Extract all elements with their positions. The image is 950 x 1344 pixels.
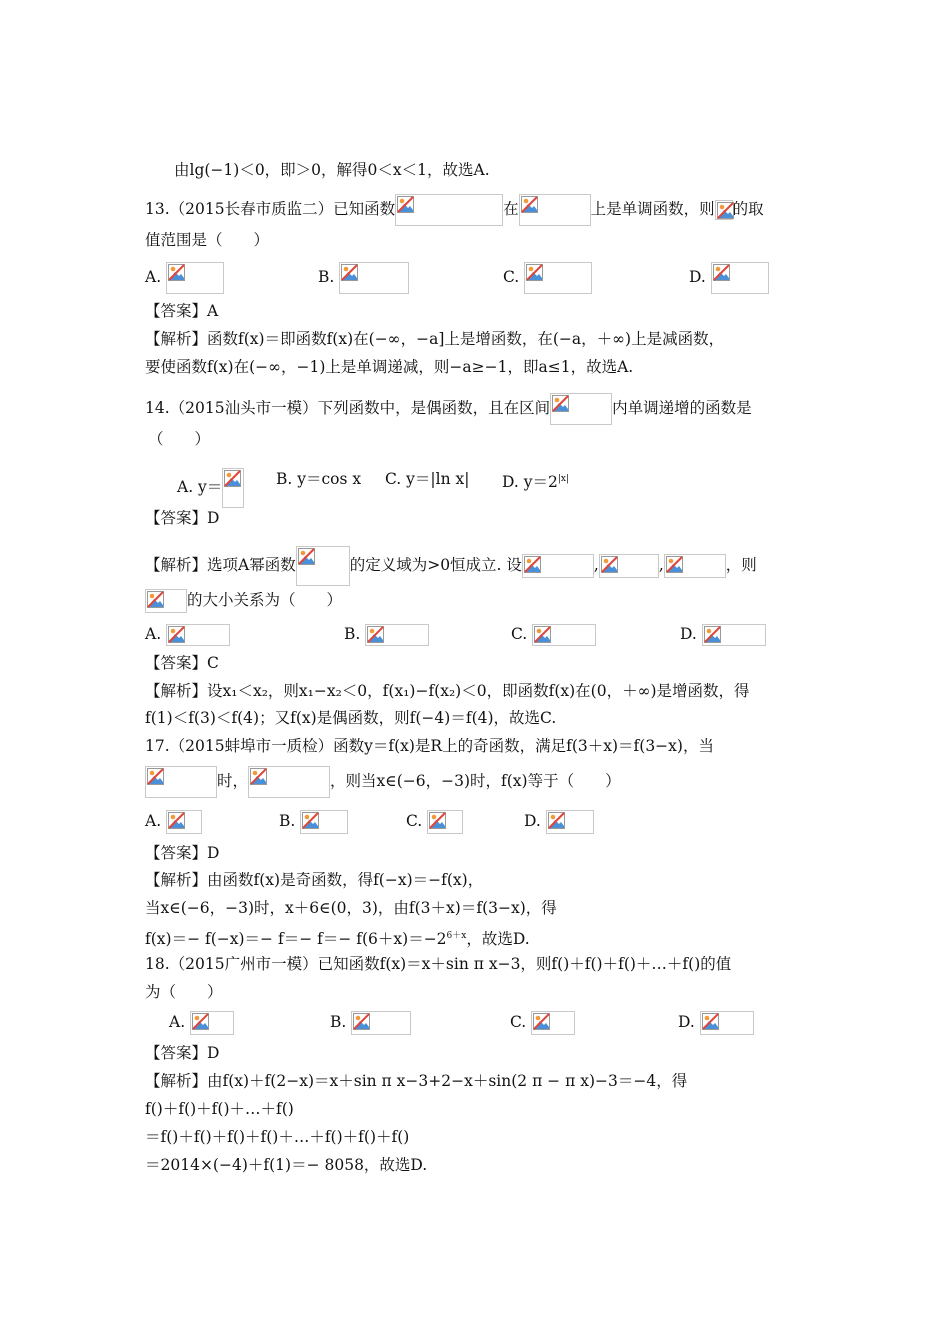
broken-image-icon bbox=[248, 766, 330, 798]
q17-option-c: C. bbox=[406, 810, 463, 834]
explanation-17: 【解析】由函数f(x)是奇函数，得f(−x)＝−f(x)， bbox=[145, 871, 484, 889]
broken-image-icon bbox=[519, 194, 591, 226]
q15-option-b: B. bbox=[344, 623, 429, 646]
explanation-18: 【解析】由f(x)＋f(2−x)＝x＋sin π x−3+2−x＋sin(2 π − π x)−3＝−4，得 bbox=[145, 1072, 688, 1090]
q15-option-c: C. bbox=[511, 623, 596, 646]
explanation-15: f(1)＜f(3)＜f(4)；又f(x)是偶函数，则f(−4)＝f(4)，故选C. bbox=[145, 709, 557, 727]
broken-image-icon bbox=[427, 810, 463, 834]
broken-image-icon bbox=[531, 1011, 575, 1035]
broken-image-icon bbox=[145, 766, 217, 798]
broken-image-icon bbox=[296, 546, 350, 586]
question-18: 18.（2015广州市一模）已知函数f(x)＝x＋sin π x−3，则f()＋f()＋f()＋…＋f()的值 bbox=[145, 955, 732, 973]
broken-image-icon bbox=[522, 554, 594, 578]
q13-text: 在 bbox=[503, 200, 519, 218]
broken-image-icon bbox=[702, 624, 766, 646]
q13-option-b: B. bbox=[318, 262, 409, 294]
question-14: 14.（2015汕头市一模）下列函数中，是偶函数，且在区间 内单调递增的函数是 bbox=[145, 393, 752, 425]
q18-option-c: C. bbox=[510, 1011, 575, 1035]
q14-option-b: B. y＝cos x bbox=[276, 470, 362, 488]
q13-text: 13.（2015长春市质监二）已知函数 bbox=[145, 200, 396, 218]
explanation-18: f()＋f()＋f()＋…＋f() bbox=[145, 1100, 294, 1118]
broken-image-icon bbox=[300, 810, 348, 834]
q14-option-c: C. y＝|ln x| bbox=[385, 470, 470, 488]
explanation-15: 【解析】设x₁＜x₂，则x₁−x₂＜0，f(x₁)−f(x₂)＜0，即函数f(x)在(0，＋∞)是增函数，得 bbox=[145, 682, 750, 700]
broken-image-icon bbox=[664, 554, 726, 578]
broken-image-icon bbox=[365, 624, 429, 646]
broken-image-icon bbox=[715, 200, 733, 220]
answer-14: 【答案】D bbox=[145, 509, 220, 527]
broken-image-icon bbox=[711, 262, 769, 294]
q15-option-d: D. bbox=[680, 623, 766, 646]
broken-image-icon bbox=[599, 554, 659, 578]
explanation-18: ＝f()＋f()＋f()＋f()＋…＋f()＋f()＋f() bbox=[145, 1128, 410, 1146]
broken-image-icon bbox=[351, 1011, 411, 1035]
question-17: 17.（2015蚌埠市一质检）函数y＝f(x)是R上的奇函数，满足f(3＋x)＝f(3−x)，当 bbox=[145, 737, 714, 755]
question-17-cont: 时， ，则当x∈(−6，−3)时，f(x)等于（ ） bbox=[145, 766, 621, 798]
explanation-17: $f(x)=- f(-x)=- f=- f=- f(6+x)=-2^{6+x}$，故选D. bbox=[145, 930, 530, 949]
q13-text: 上是单调函数，则 bbox=[590, 200, 715, 218]
q15-option-a: A. bbox=[145, 623, 230, 646]
explanation-14-cont: 的大小关系为（ ） bbox=[145, 589, 342, 613]
answer-15: 【答案】C bbox=[145, 654, 219, 672]
answer-13: 【答案】A bbox=[145, 302, 219, 320]
explanation-18: ＝2014×(−4)＋f(1)＝− 8058，故选D. bbox=[145, 1156, 428, 1174]
broken-image-icon bbox=[339, 262, 409, 294]
explanation-17: 当x∈(−6，−3)时，x＋6∈(0，3)，由f(3＋x)＝f(3−x)，得 bbox=[145, 899, 557, 917]
explanation-13: 【解析】函数f(x)＝即函数f(x)在(−∞，−a]上是增函数，在(−a，＋∞)上是减函数， bbox=[145, 330, 725, 348]
text-line: 由lg(−1)＜0，即＞0，解得0＜x＜1，故选A. bbox=[174, 161, 490, 179]
answer-18: 【答案】D bbox=[145, 1044, 220, 1062]
broken-image-icon bbox=[532, 624, 596, 646]
q18-option-d: D. bbox=[678, 1011, 754, 1035]
broken-image-icon bbox=[166, 624, 230, 646]
q13-option-c: C. bbox=[503, 262, 592, 294]
broken-image-icon bbox=[166, 810, 202, 834]
q17-option-b: B. bbox=[279, 810, 348, 834]
broken-image-icon bbox=[546, 810, 594, 834]
broken-image-icon bbox=[190, 1011, 234, 1035]
question-13 bbox=[145, 194, 764, 226]
q14-option-d: D. $y=2^{|x|}$ bbox=[502, 473, 569, 492]
broken-image-icon bbox=[145, 589, 187, 613]
broken-image-icon bbox=[222, 468, 244, 508]
broken-image-icon bbox=[395, 194, 503, 226]
q13-text: 的取 bbox=[732, 200, 764, 218]
explanation-14: 【解析】选项A幂函数 的定义域为>0恒成立. 设 , , ，则 bbox=[145, 546, 757, 586]
explanation-13: 要使函数f(x)在(−∞，−1)上是单调递减，则−a≥−1，即a≤1，故选A. bbox=[145, 358, 634, 376]
q17-option-d: D. bbox=[524, 810, 594, 834]
q18-option-a: A. bbox=[169, 1011, 234, 1035]
broken-image-icon bbox=[166, 262, 224, 294]
q13-option-d: D. bbox=[689, 262, 769, 294]
question-14-cont: （ ） bbox=[148, 430, 211, 448]
q18-option-b: B. bbox=[330, 1011, 411, 1035]
broken-image-icon bbox=[700, 1011, 754, 1035]
broken-image-icon bbox=[550, 393, 612, 425]
q13-option-a: A. bbox=[145, 262, 224, 294]
question-13-cont: 值范围是（ ） bbox=[145, 231, 270, 249]
q14-option-a: A. y＝ bbox=[177, 468, 244, 508]
answer-17: 【答案】D bbox=[145, 844, 220, 862]
question-18-cont: 为（ ） bbox=[145, 983, 223, 1001]
q17-option-a: A. bbox=[145, 810, 202, 834]
broken-image-icon bbox=[524, 262, 592, 294]
